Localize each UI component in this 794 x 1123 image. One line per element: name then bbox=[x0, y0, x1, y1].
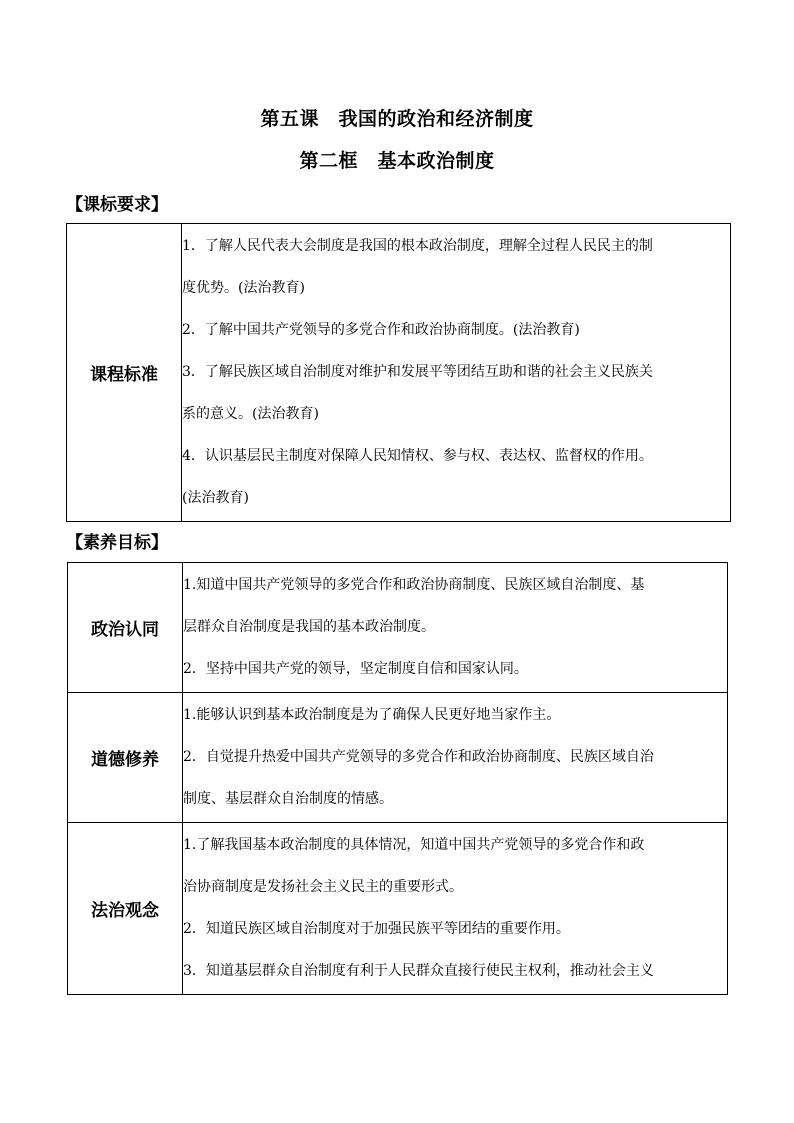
literacy-line: 治协商制度是发扬社会主义民主的重要形式。 bbox=[183, 879, 463, 895]
literacy-label: 道德修养 bbox=[68, 693, 183, 823]
curriculum-heading: 【课标要求】 bbox=[66, 195, 168, 215]
literacy-content bbox=[183, 693, 728, 823]
literacy-line: 2．知道民族区域自治制度对于加强民族平等团结的重要作用。 bbox=[183, 921, 570, 937]
literacy-row-law bbox=[68, 823, 728, 995]
literacy-heading: 【素养目标】 bbox=[66, 533, 168, 553]
curriculum-line: 3．了解民族区域自治制度对维护和发展平等团结互助和谐的社会主义民族关 bbox=[182, 364, 653, 380]
curriculum-line: 2．了解中国共产党领导的多党合作和政治协商制度。(法治教育) bbox=[182, 322, 580, 338]
curriculum-content bbox=[182, 224, 731, 522]
literacy-label: 政治认同 bbox=[68, 563, 183, 693]
curriculum-label: 课程标准 bbox=[67, 224, 182, 522]
curriculum-line: 度优势。(法治教育) bbox=[182, 280, 305, 296]
literacy-content bbox=[183, 823, 728, 995]
literacy-line: 2．坚持中国共产党的领导，坚定制度自信和国家认同。 bbox=[183, 661, 528, 677]
curriculum-line: 4．认识基层民主制度对保障人民知情权、参与权、表达权、监督权的作用。 bbox=[182, 448, 653, 464]
literacy-line: 1.了解我国基本政治制度的具体情况，知道中国共产党领导的多党合作和政 bbox=[183, 837, 645, 853]
curriculum-table bbox=[66, 223, 731, 522]
literacy-line: 3．知道基层群众自治制度有利于人民群众直接行使民主权利，推动社会主义 bbox=[183, 963, 654, 979]
literacy-content bbox=[183, 563, 728, 693]
literacy-line: 1.能够认识到基本政治制度是为了确保人民更好地当家作主。 bbox=[183, 707, 561, 723]
curriculum-line: (法治教育) bbox=[182, 490, 249, 506]
literacy-line: 1.知道中国共产党领导的多党合作和政治协商制度、民族区域自治制度、基 bbox=[183, 577, 645, 593]
literacy-row-moral bbox=[68, 693, 728, 823]
literacy-table bbox=[67, 562, 728, 995]
literacy-line: 2．自觉提升热爱中国共产党领导的多党合作和政治协商制度、民族区域自治 bbox=[183, 749, 654, 765]
literacy-label: 法治观念 bbox=[68, 823, 183, 995]
curriculum-line: 1．了解人民代表大会制度是我国的根本政治制度，理解全过程人民民主的制 bbox=[182, 238, 653, 254]
lesson-title: 第五课 我国的政治和经济制度 bbox=[260, 108, 534, 130]
literacy-line: 层群众自治制度是我国的基本政治制度。 bbox=[183, 619, 435, 635]
literacy-row-political bbox=[68, 563, 728, 693]
section-subtitle: 第二框 基本政治制度 bbox=[299, 150, 495, 172]
literacy-line: 制度、基层群众自治制度的情感。 bbox=[183, 791, 393, 807]
curriculum-line: 系的意义。(法治教育) bbox=[182, 406, 319, 422]
curriculum-row bbox=[67, 224, 731, 522]
